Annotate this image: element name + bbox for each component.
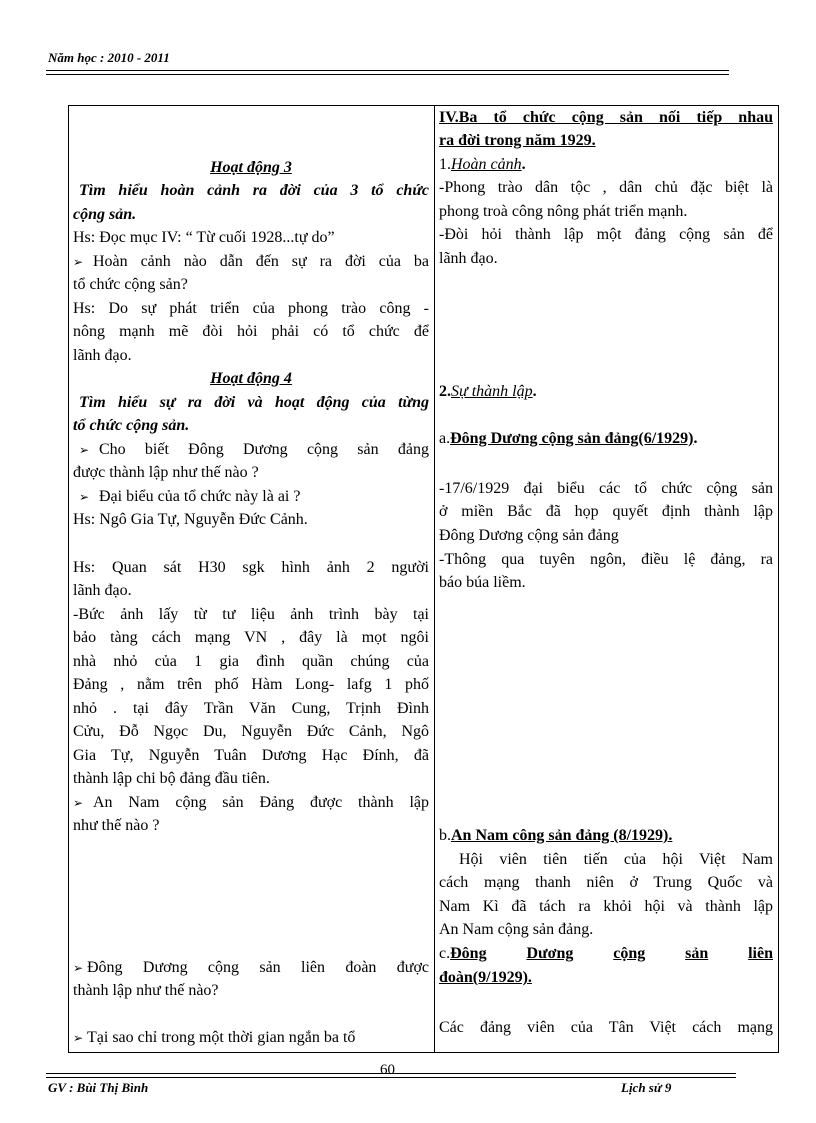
section-4-title-line2: ra đời trong năm 1929. (439, 132, 596, 149)
party-a-heading: a.Đông Dương cộng sản đảng(6/1929). (439, 430, 698, 447)
activity-4-title: Hoạt động 4 (210, 370, 292, 387)
photo-desc-line7: Gia Tự, Nguyễn Tuân Dương Hạc Đính, đã (73, 747, 429, 764)
party-a-point-1-line2: ở miền Bắc đã họp quyết định thành lập (439, 503, 773, 520)
activity-3-title: Hoạt động 3 (210, 159, 292, 176)
activity-3-goal-line2: cộng sản. (73, 206, 137, 223)
observe-line1: Hs: Quan sát H30 sgk hình ảnh 2 người (73, 559, 429, 576)
photo-desc-line2: bảo tàng cách mạng VN , đây là mọt ngôi (73, 629, 429, 646)
arrow-icon: ➢ (73, 255, 84, 269)
question-1-line2: tổ chức cộng sản? (73, 276, 188, 293)
party-a-point-2-line2: báo búa liềm. (439, 574, 526, 591)
page-number: 60 (380, 1062, 395, 1078)
activity-4-goal-line2: tổ chức cộng sản. (73, 417, 190, 434)
party-a-point-1-line1: -17/6/1929 đại biểu các tổ chức cộng sản (439, 480, 773, 497)
question-6: ➢ Tại sao chỉ trong một thời gian ngắn ba tổ (73, 1026, 429, 1051)
arrow-icon: ➢ (79, 443, 90, 457)
answer-1-line2: nông mạnh mẽ đòi hỏi phải có tổ chức để (73, 323, 429, 340)
party-b-point-line4: An Nam cộng sản đảng. (439, 921, 594, 938)
party-b-point-line1: Hội viên tiên tiến của hội Việt Nam (459, 851, 773, 868)
footer-rule (46, 1077, 736, 1078)
question-2-line2: được thành lập như thế nào ? (73, 464, 259, 481)
context-point-2-line1: -Đòi hỏi thành lập một đảng cộng sản để (439, 226, 773, 243)
party-c-heading-line2: đoàn(9/1929). (439, 969, 532, 986)
question-5-line1: ➢ Đông Dương cộng sản liên đoàn được (73, 956, 429, 981)
party-b-point-line3: Nam Kì đã tách ra khỏi hội và thành lập (439, 898, 773, 915)
answer-1-line3: lãnh đạo. (73, 347, 132, 364)
party-c-point-line1: Các đảng viên của Tân Việt cách mạng (439, 1019, 773, 1036)
question-3: ➢ Đại biểu của tổ chức này là ai ? (73, 485, 429, 510)
arrow-icon: ➢ (73, 1031, 84, 1045)
header-rule (46, 70, 729, 71)
question-5-line2: thành lập như thế nào? (73, 982, 219, 999)
photo-desc-line6: Cửu, Đỗ Ngọc Du, Nguyễn Đức Cảnh, Ngô (73, 723, 429, 740)
context-point-1-line1: -Phong trào dân tộc , dân chủ đặc biệt là (439, 179, 773, 196)
student-read-instruction: Hs: Đọc mục IV: “ Từ cuối 1928...tự do” (73, 229, 335, 246)
context-point-2-line2: lãnh đạo. (439, 250, 498, 267)
content-column (439, 105, 773, 1053)
arrow-icon: ➢ (73, 961, 84, 975)
question-2-line1: ➢ Cho biết Đông Dương cộng sản đảng (73, 438, 429, 463)
observe-line2: lãnh đạo. (73, 582, 132, 599)
context-heading: 1.Hoàn cảnh. (439, 156, 526, 173)
party-b-heading: b.An Nam công sản đảng (8/1929). (439, 827, 673, 844)
header-rule-thin (46, 74, 729, 75)
footer-rule-thin (46, 1073, 736, 1074)
party-a-point-1-line3: Đông Dương cộng sản đảng (439, 527, 619, 544)
photo-desc-line5: nhỏ . tại đây Trần Văn Cung, Trịnh Đình (73, 700, 429, 717)
activity-4-goal-line1: Tìm hiểu sự ra đời và hoạt động của từng (79, 394, 429, 411)
photo-desc-line8: thành lập chi bộ đảng đầu tiên. (73, 770, 270, 787)
subject-label: Lịch sử 9 (621, 1080, 672, 1095)
section-4-title-line1: IV.Ba tổ chức cộng sản nối tiếp nhau (439, 109, 773, 126)
answer-1-line1: Hs: Do sự phát triển của phong trào công - (73, 300, 429, 317)
question-1-line1: ➢ Hoàn cảnh nào dẫn đến sự ra đời của ba (73, 250, 429, 275)
school-year: Năm học : 2010 - 2011 (48, 50, 170, 65)
teacher-student-column (73, 105, 429, 1053)
activity-3-goal-line1: Tìm hiểu hoàn cảnh ra đời của 3 tổ chức (79, 182, 429, 199)
context-point-1-line2: phong troà công nông phát triển mạnh. (439, 203, 688, 220)
photo-desc-line3: nhà nhỏ của 1 gia đình quần chúng của (73, 653, 429, 670)
arrow-icon: ➢ (73, 796, 84, 810)
arrow-icon: ➢ (79, 490, 90, 504)
photo-desc-line4: Đảng , nằm trên phố Hàm Long- lafg 1 phố (73, 676, 429, 693)
column-divider (434, 105, 435, 1053)
question-4-line1: ➢ An Nam cộng sản Đảng được thành lập (73, 791, 429, 816)
party-a-point-2-line1: -Thông qua tuyên ngôn, điều lệ đảng, ra (439, 551, 773, 568)
party-b-point-line2: cách mạng thanh niên ở Trung Quốc và (439, 874, 773, 891)
teacher-name: GV : Bùi Thị Bình (48, 1080, 149, 1095)
party-c-heading-line1: c.Đông Dương cộng sản liên (439, 945, 773, 962)
question-4-line2: như thế nào ? (73, 817, 160, 834)
answer-3: Hs: Ngô Gia Tự, Nguyễn Đức Cảnh. (73, 511, 308, 528)
establishment-heading: 2.Sự thành lập. (439, 383, 537, 400)
photo-desc-line1: -Bức ảnh lấy từ tư liệu ảnh trình bày tại (73, 606, 429, 623)
